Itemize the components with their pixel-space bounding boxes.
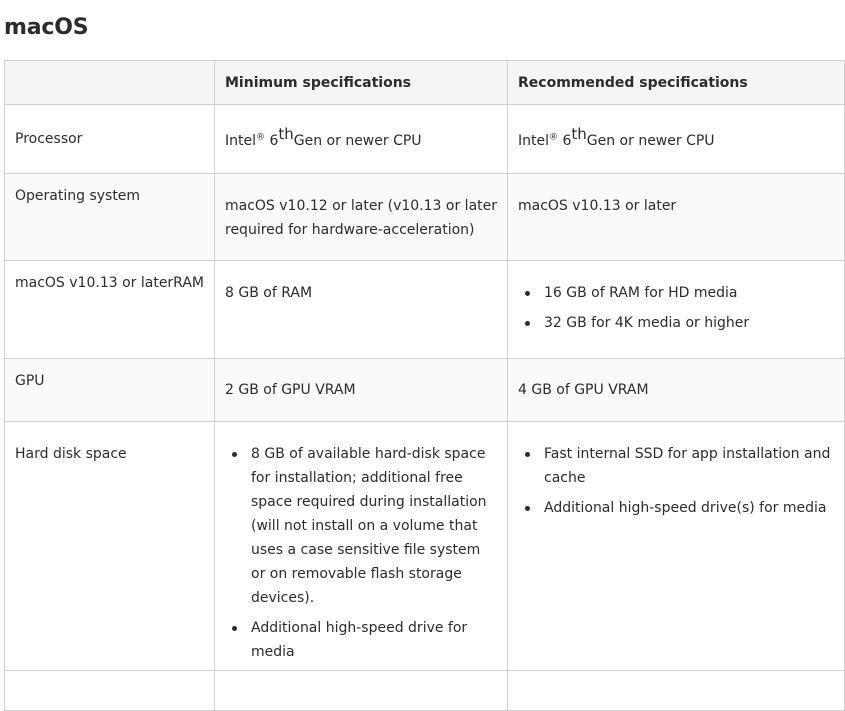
header-row [5, 61, 845, 105]
table-row-os [5, 174, 845, 261]
registered-mark: ® [549, 132, 558, 143]
gpu-recommended: 4 GB of GPU VRAM [508, 359, 845, 422]
row-label: macOS v10.13 or laterRAM [5, 261, 215, 359]
specs-table [4, 60, 845, 711]
disk-recommended-list [518, 442, 834, 520]
table-row-disk [5, 422, 845, 671]
cpu-generation: 6 [269, 133, 279, 149]
row-label: Hard disk space [5, 422, 215, 671]
table-row-processor [5, 105, 845, 174]
page-title: macOS [4, 15, 89, 40]
cpu-generation: 6 [562, 133, 572, 149]
cpu-brand: Intel [518, 133, 549, 149]
disk-recommended [508, 422, 845, 671]
ram-recommended-list [518, 281, 834, 335]
os-minimum: macOS v10.12 or later (v10.13 or later required for hardware-acceleration) [215, 174, 508, 261]
ordinal-suffix: th [278, 125, 294, 143]
list-item: 32 GB for 4K media or higher [544, 311, 834, 335]
list-item: 16 GB of RAM for HD media [544, 281, 834, 305]
row-label: GPU [5, 359, 215, 422]
disk-minimum [215, 422, 508, 671]
processor-recommended [508, 105, 845, 174]
header-recommended: Recommended specifications [508, 61, 845, 105]
next-minimum [215, 671, 508, 711]
ram-minimum: 8 GB of RAM [215, 261, 508, 359]
list-item: Additional high-speed drive(s) for media [544, 496, 834, 520]
table-row-next [5, 671, 845, 711]
registered-mark: ® [256, 132, 265, 143]
gpu-minimum: 2 GB of GPU VRAM [215, 359, 508, 422]
row-label: Operating system [5, 174, 215, 261]
header-empty [5, 61, 215, 105]
list-item: 8 GB of available hard-disk space for installation; additional free space required during installation (will not install on a volume that uses a case sensitive file system or on removable flash storage devices). [251, 442, 497, 610]
cpu-brand: Intel [225, 133, 256, 149]
disk-minimum-list [225, 442, 497, 664]
list-item: Fast internal SSD for app installation and cache [544, 442, 834, 490]
processor-minimum [215, 105, 508, 174]
table-row-gpu [5, 359, 845, 422]
row-label: Processor [5, 105, 215, 174]
list-item: Additional high-speed drive for media [251, 616, 497, 664]
cpu-rest: Gen or newer CPU [293, 133, 422, 149]
header-minimum: Minimum specifications [215, 61, 508, 105]
os-recommended: macOS v10.13 or later [508, 174, 845, 261]
table-row-ram [5, 261, 845, 359]
cpu-rest: Gen or newer CPU [586, 133, 715, 149]
ordinal-suffix: th [571, 125, 587, 143]
ram-recommended [508, 261, 845, 359]
row-label [5, 671, 215, 711]
next-recommended [508, 671, 845, 711]
